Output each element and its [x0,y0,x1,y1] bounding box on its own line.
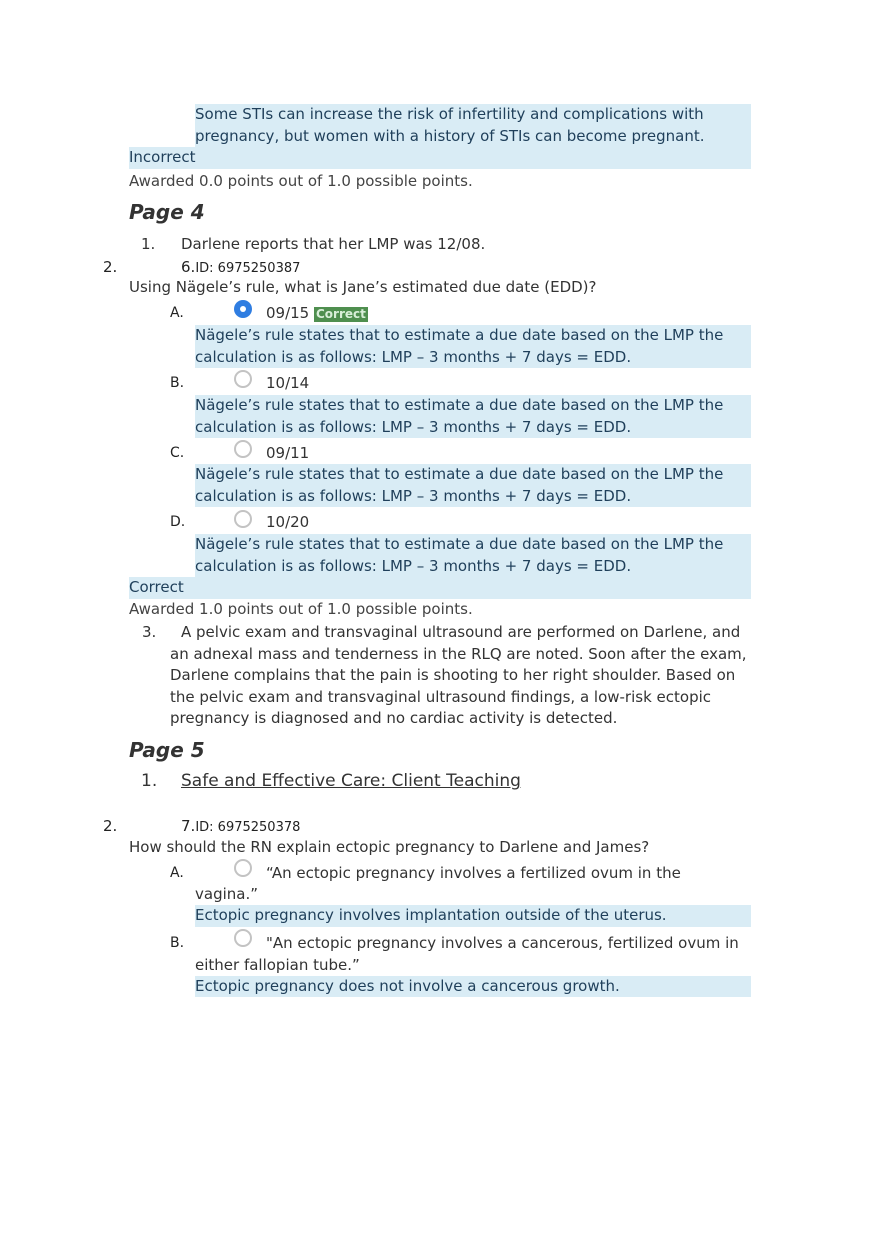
result-status-bar [129,577,751,599]
question-number: 6. [181,258,196,276]
option-feedback [195,905,751,927]
radio-button[interactable] [234,510,252,528]
scenario-text: the pelvic exam and transvaginal ultrasound findings, a low-risk ectopic [170,688,712,706]
feedback-text: Ectopic pregnancy involves implantation outside of the uterus. [195,906,667,924]
option-letter: B. [170,935,185,951]
option-letter: A. [170,865,184,881]
feedback-text: Ectopic pregnancy does not involve a cancerous growth. [195,977,620,995]
feedback-box [195,104,751,147]
option-letter: C. [170,445,185,461]
option-letter: D. [170,514,186,530]
scenario-text: Darlene reports that her LMP was 12/08. [181,235,486,253]
option-feedback [195,464,751,507]
list-number: 3. [142,623,157,641]
radio-button[interactable] [234,929,252,947]
feedback-text: calculation is as follows: LMP – 3 months + 7 days = EDD. [195,556,632,575]
scenario-text: Darlene complains that the pain is shooting to her right shoulder. Based on [170,666,736,684]
radio-button[interactable] [234,370,252,388]
list-number: 1. [141,235,156,253]
scenario-text: pregnancy is diagnosed and no cardiac activity is detected. [170,709,618,727]
section-link[interactable]: Safe and Effective Care: Client Teaching [181,771,521,791]
option-text: 10/20 [266,513,310,531]
result-status: Incorrect [129,148,196,166]
awarded-points: Awarded 1.0 points out of 1.0 possible points. [129,600,473,618]
question-header [181,817,300,835]
scenario-text: an adnexal mass and tenderness in the RLQ are noted. Soon after the exam, [170,645,747,663]
feedback-text: Nägele’s rule states that to estimate a due date based on the LMP the [195,396,724,414]
option-letter: B. [170,375,185,391]
option-text: “An ectopic pregnancy involves a fertilized ovum in the [266,864,681,882]
option-text: 10/14 [266,374,310,392]
feedback-text: Nägele’s rule states that to estimate a due date based on the LMP the [195,535,724,553]
feedback-text: pregnancy, but women with a history of STIs can become pregnant. [195,126,705,145]
question-text: How should the RN explain ectopic pregnancy to Darlene and James? [129,838,650,856]
feedback-text: calculation is as follows: LMP – 3 months + 7 days = EDD. [195,417,632,436]
option-letter: A. [170,305,184,321]
option-text: 09/11 [266,444,310,462]
option-feedback [195,395,751,438]
result-status: Correct [129,578,184,596]
feedback-text: calculation is as follows: LMP – 3 months + 7 days = EDD. [195,347,632,366]
page-title: Page 5 [129,738,205,762]
result-status-bar [129,147,751,169]
awarded-points: Awarded 0.0 points out of 1.0 possible points. [129,172,473,190]
list-number: 2. [103,258,118,276]
feedback-text: Some STIs can increase the risk of infertility and complications with [195,105,704,123]
feedback-text: calculation is as follows: LMP – 3 months + 7 days = EDD. [195,486,632,505]
option-feedback [195,534,751,577]
correct-badge: Correct [316,307,366,321]
radio-button[interactable] [234,440,252,458]
option-feedback [195,976,751,997]
question-header [181,258,300,276]
feedback-text: Nägele’s rule states that to estimate a due date based on the LMP the [195,465,724,483]
question-number: 7. [181,817,196,835]
list-number: 1. [141,771,158,791]
page-title: Page 4 [129,200,205,224]
scenario-text: A pelvic exam and transvaginal ultrasound are performed on Darlene, and [181,623,741,641]
feedback-text: Nägele’s rule states that to estimate a due date based on the LMP the [195,326,724,344]
list-number: 2. [103,817,118,835]
option-text: 09/15 [266,304,310,322]
option-feedback [195,325,751,368]
radio-button-selected[interactable] [234,300,252,318]
question-id: ID: 6975250387 [195,261,301,276]
option-text: "An ectopic pregnancy involves a cancerous, fertilized ovum in [266,934,739,952]
question-text: Using Nägele’s rule, what is Jane’s estimated due date (EDD)? [129,278,597,296]
option-text: either fallopian tube.” [195,956,360,974]
radio-button[interactable] [234,859,252,877]
option-text: vagina.” [195,885,258,903]
question-id: ID: 6975250378 [195,820,301,835]
